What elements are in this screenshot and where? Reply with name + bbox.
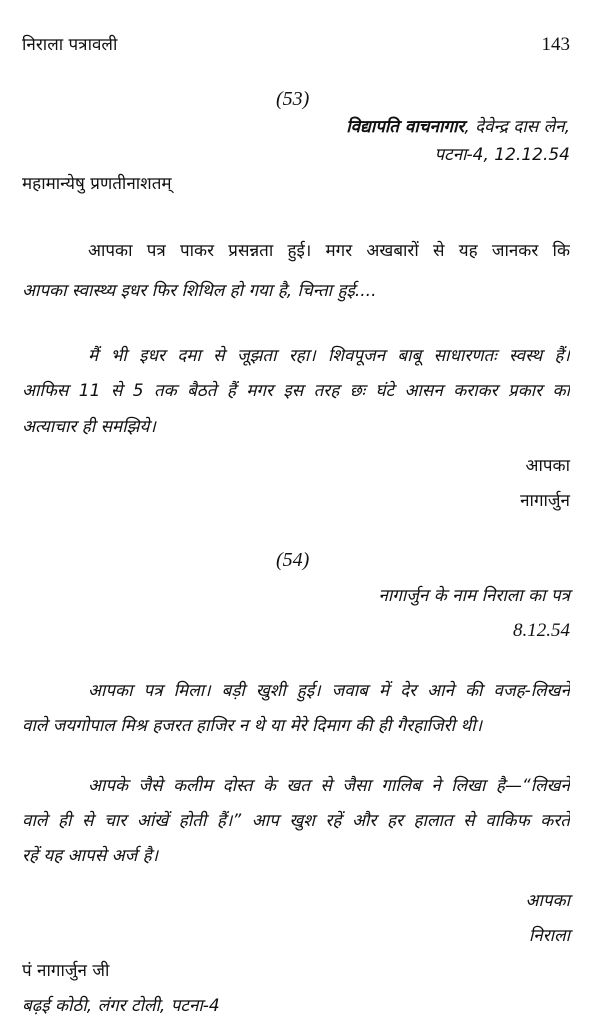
place-date: पटना-4, 12.12.54 bbox=[434, 145, 570, 165]
paragraph-line: वाले जयगोपाल मिश्र हजरत हाजिर न थे या मेरे दिमाग की ही गैरहाजिरी थी। bbox=[22, 716, 483, 736]
book-title: निराला पत्रावली bbox=[22, 35, 118, 55]
closing: आपका bbox=[525, 891, 570, 911]
signature: नागार्जुन bbox=[520, 491, 570, 511]
paragraph-line: अत्याचार ही समझिये। bbox=[22, 417, 156, 437]
page-number: 143 bbox=[541, 34, 570, 55]
paragraph-line: आफिस 11 से 5 तक बैठते हैं मगर इस तरह छः घंटे आसन कराकर प्रकार का bbox=[22, 381, 570, 401]
address-rest: , देवेन्द्र दास लेन, bbox=[464, 117, 570, 137]
signature: निराला bbox=[528, 926, 570, 946]
letter-date: 8.12.54 bbox=[513, 620, 570, 641]
recipient-name: पं नागार्जुन जी bbox=[22, 961, 110, 981]
paragraph-line: आपका स्वास्थ्य इधर फिर शिथिल हो गया है, चिन्ता हुई.... bbox=[22, 281, 377, 301]
recipient-address: बढ़ई कोठी, लंगर टोली, पटना-4 bbox=[22, 996, 220, 1016]
address-bold: विद्यापति वाचनागार bbox=[346, 117, 465, 137]
paragraph-line: वाले ही से चार आंखें होती हैं।” आप खुश रहें और हर हालात से वाकिफ करते bbox=[22, 811, 570, 831]
salutation: महामान्येषु प्रणतीनाशतम् bbox=[22, 174, 172, 194]
letter-number: (53) bbox=[276, 88, 310, 110]
paragraph-line: रहें यह आपसे अर्ज है। bbox=[22, 846, 159, 866]
paragraph-line: आपके जैसे कलीम दोस्त के खत से जैसा गालिब ने लिखा है—“लिखने bbox=[88, 776, 570, 796]
paragraph-line: आपका पत्र मिला। बड़ी खुशी हुई। जवाब में देर आने की वजह-लिखने bbox=[88, 681, 570, 701]
closing: आपका bbox=[525, 456, 570, 476]
paragraph-line: मैं भी इधर दमा से जूझता रहा। शिवपूजन बाबू साधारणतः स्वस्थ हैं। bbox=[88, 346, 570, 366]
sender-address bbox=[346, 116, 570, 138]
letter-heading: नागार्जुन के नाम निराला का पत्र bbox=[378, 586, 570, 606]
paragraph-line: आपका पत्र पाकर प्रसन्नता हुई। मगर अखबारों से यह जानकर कि bbox=[88, 241, 570, 261]
letter-number: (54) bbox=[276, 549, 310, 571]
